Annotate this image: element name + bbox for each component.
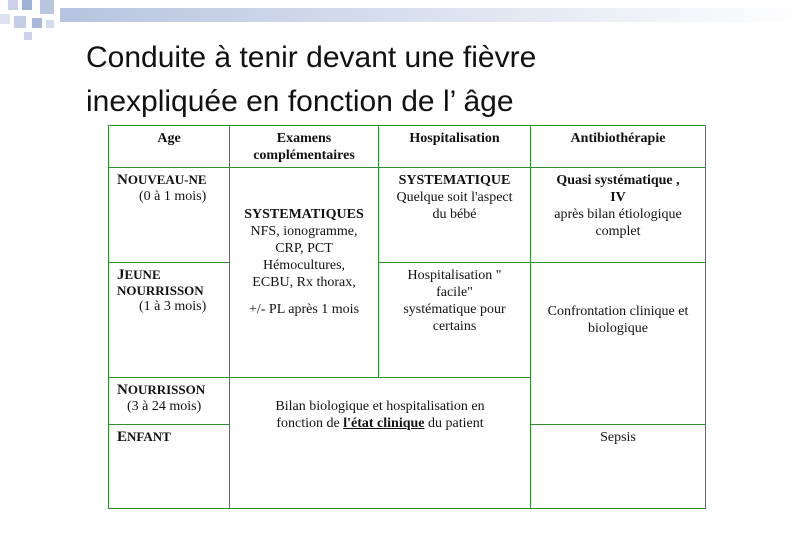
antibio-jeune-nourrisson: [531, 263, 706, 425]
hosp-nouveau-ne-line-2: du bébé: [432, 207, 477, 222]
examens-line-2: CRP, PCT: [275, 241, 333, 256]
examens-line-5: +/- PL après 1 mois: [248, 302, 360, 317]
antibio-nouveau-ne-heading-1: Quasi systématique ,: [556, 173, 680, 188]
hosp-jeune-line-1: Hospitalisation ": [407, 268, 502, 283]
examens-heading: SYSTEMATIQUES: [244, 207, 364, 222]
examens-line-3: Hémocultures,: [262, 258, 346, 273]
hosp-nouveau-ne-heading: SYSTEMATIQUE: [398, 173, 511, 188]
antibio-nouveau-ne-heading-2: IV: [610, 190, 626, 205]
header-examens-line1: Examens: [276, 131, 332, 146]
antibio-nouveau-ne: [531, 168, 706, 263]
examens-systematiques: [230, 168, 379, 378]
age-nourrisson-title: NOURRISSON: [117, 382, 206, 398]
decorative-squares: [0, 0, 810, 40]
age-jeune-range: (1 à 3 mois): [139, 299, 207, 314]
antibio-nouveau-ne-line-1: après bilan étiologique: [554, 207, 682, 222]
antibio-nouveau-ne-line-2: complet: [595, 224, 641, 239]
header-age: Age: [109, 126, 230, 168]
hosp-nouveau-ne-line-1: Quelque soit l'aspect: [396, 190, 513, 205]
bilan-line-1: Bilan biologique et hospitalisation en: [275, 399, 485, 414]
age-nouveau-ne: [109, 168, 230, 263]
hosp-jeune-nourrisson: [379, 263, 531, 378]
examens-line-4: ECBU, Rx thorax,: [252, 275, 356, 290]
age-jeune-title-1: JEUNE: [117, 267, 161, 283]
examens-line-1: NFS, ionogramme,: [250, 224, 358, 239]
title-line-2: inexpliquée en fonction de l’ âge: [86, 85, 514, 118]
hosp-jeune-line-3: systématique pour: [403, 302, 506, 317]
age-nouveau-ne-range: (0 à 1 mois): [139, 189, 207, 204]
header-examens-line2: complémentaires: [253, 148, 355, 163]
hosp-nouveau-ne: [379, 168, 531, 263]
etat-clinique: l'état clinique: [343, 416, 425, 431]
slide-title: [86, 36, 536, 124]
age-enfant-title: ENFANT: [117, 429, 171, 445]
row-nouveau-ne: [109, 168, 706, 263]
header-examens: [230, 126, 379, 168]
bilan-biologique: [230, 378, 531, 509]
hosp-jeune-line-4: certains: [432, 319, 477, 334]
age-jeune-nourrisson: [109, 263, 230, 378]
age-nouveau-ne-title: NOUVEAU-NE: [117, 172, 207, 188]
sepsis-cell: Sepsis: [531, 425, 706, 509]
age-jeune-title-2: NOURRISSON: [117, 283, 204, 298]
bilan-line-2: fonction de l'état clinique du patient: [276, 416, 484, 431]
row-jeune-nourrisson: [109, 263, 706, 378]
fever-management-table: [108, 125, 706, 509]
header-row: [109, 126, 706, 168]
age-enfant: [109, 425, 230, 509]
age-nourrisson: [109, 378, 230, 425]
antibio-jeune-line-2: biologique: [588, 321, 648, 336]
header-hospitalisation: Hospitalisation: [379, 126, 531, 168]
hosp-jeune-line-2: facile": [436, 285, 473, 300]
antibio-jeune-line-1: Confrontation clinique et: [547, 304, 689, 319]
age-nourrisson-range: (3 à 24 mois): [127, 399, 202, 414]
header-antibiotherapie: Antibiothérapie: [531, 126, 706, 168]
title-line-1: Conduite à tenir devant une fièvre: [86, 41, 537, 74]
